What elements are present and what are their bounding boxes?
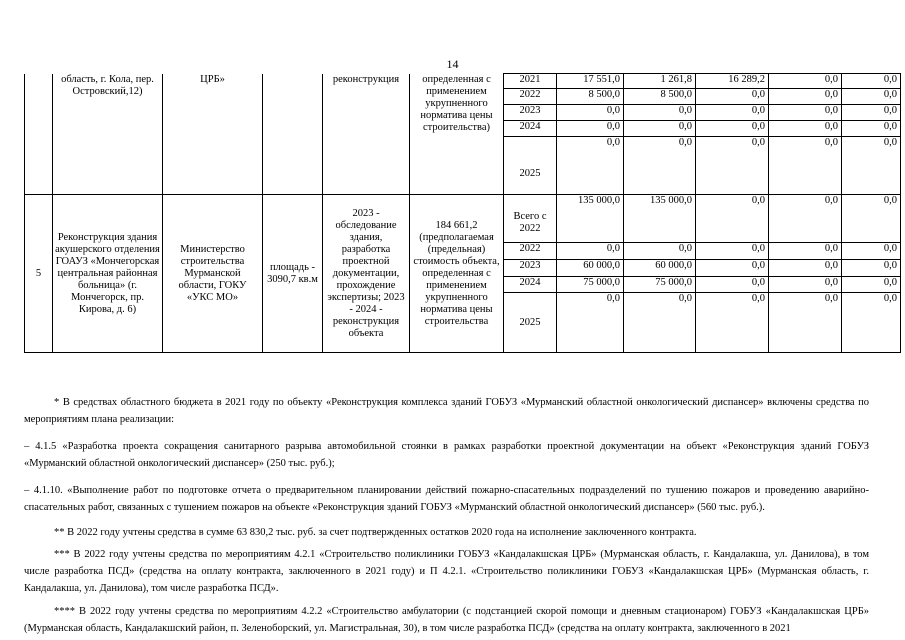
funding-table <box>24 73 901 353</box>
row-number: 5 <box>25 195 53 353</box>
value-cell: 8 500,0 <box>624 89 696 105</box>
value-cell: 0,0 <box>769 293 842 353</box>
year-cell: 2025 <box>504 293 557 353</box>
value-cell: 75 000,0 <box>624 277 696 293</box>
customer-cell: Министерство строительства Мурманской области, ГОКУ «УКС МО» <box>163 195 263 353</box>
value-cell: 0,0 <box>557 293 624 353</box>
value-cell: 0,0 <box>842 243 901 260</box>
value-cell: 0,0 <box>696 89 769 105</box>
value-cell: 0,0 <box>842 260 901 277</box>
value-cell: 0,0 <box>624 121 696 137</box>
value-cell: 0,0 <box>842 74 901 89</box>
value-cell: 0,0 <box>696 277 769 293</box>
cost-cell: 184 661,2 (предполагаемая (предельная) стоимость объекта, определенная с применением укрупненного норматива цены строительства <box>410 195 504 353</box>
value-cell: 8 500,0 <box>557 89 624 105</box>
value-cell: 0,0 <box>696 105 769 121</box>
year-cell: Всего с 2022 <box>504 195 557 243</box>
year-cell: 2024 <box>504 121 557 137</box>
footnote-4: **** В 2022 году учтены средства по мероприятиям 4.2.2 «Строительство амбулатории (с подстанцией скорой помощи и дневным стационаром) ГОБУЗ «Кандалакшская ЦРБ» (Мурманская область, Кандалакшский район, п. Зеленоборский, ул. Магистральная, 30), в том числе разработка ПСД» (средства на оплату контракта, заключенного в 2021 <box>24 606 869 634</box>
value-cell: 0,0 <box>769 74 842 89</box>
value-cell: 135 000,0 <box>557 195 624 243</box>
value-cell: 0,0 <box>842 195 901 243</box>
footnote-item-4-1-5: – 4.1.5 «Разработка проекта сокращения санитарного разрыва автомобильной стоянки в рамках разработки проектной документации на объект «Реконструкция зданий ГОБУЗ «Мурманский областной онкологический диспансер» (250 тыс. руб.); <box>24 441 869 469</box>
value-cell: 0,0 <box>769 243 842 260</box>
year-cell: 2023 <box>504 105 557 121</box>
value-cell: 0,0 <box>624 105 696 121</box>
value-cell: 0,0 <box>557 243 624 260</box>
cost-cell: определенная с применением укрупненного норматива цены строительства) <box>410 74 504 195</box>
year-cell: 2021 <box>504 74 557 89</box>
value-cell: 0,0 <box>842 293 901 353</box>
value-cell: 0,0 <box>842 105 901 121</box>
value-cell: 0,0 <box>696 137 769 195</box>
value-cell: 0,0 <box>842 277 901 293</box>
value-cell: 0,0 <box>769 260 842 277</box>
value-cell: 0,0 <box>696 260 769 277</box>
value-cell: 0,0 <box>842 121 901 137</box>
value-cell: 0,0 <box>557 105 624 121</box>
footnote-2: ** В 2022 году учтены средства в сумме 63 830,2 тыс. руб. за счет подтвержденных остатков 2020 года на исполнение заключенного контракта. <box>54 527 697 538</box>
value-cell: 75 000,0 <box>557 277 624 293</box>
value-cell: 0,0 <box>624 243 696 260</box>
value-cell: 0,0 <box>557 137 624 195</box>
value-cell: 16 289,2 <box>696 74 769 89</box>
value-cell: 0,0 <box>769 277 842 293</box>
object-name: Реконструкция здания акушерского отделения ГОАУЗ «Мончегорская центральная районная больница» (г. Мончегорск, пр. Кирова, д. 6) <box>53 195 163 353</box>
page-number: 14 <box>446 57 459 71</box>
value-cell: 0,0 <box>769 89 842 105</box>
table-row <box>25 195 901 243</box>
value-cell: 0,0 <box>624 137 696 195</box>
capacity-cell: площадь - 3090,7 кв.м <box>263 195 323 353</box>
value-cell: 17 551,0 <box>557 74 624 89</box>
customer-cell: ЦРБ» <box>163 74 263 195</box>
year-cell: 2022 <box>504 243 557 260</box>
address-cell: область, г. Кола, пер. Островский,12) <box>53 74 163 195</box>
year-cell: 2023 <box>504 260 557 277</box>
value-cell: 0,0 <box>769 121 842 137</box>
value-cell: 0,0 <box>557 121 624 137</box>
value-cell: 0,0 <box>696 293 769 353</box>
value-cell: 0,0 <box>769 137 842 195</box>
value-cell: 0,0 <box>842 89 901 105</box>
value-cell: 1 261,8 <box>624 74 696 89</box>
work-cell: реконструкция <box>323 74 410 195</box>
value-cell: 0,0 <box>696 195 769 243</box>
year-cell: 2025 <box>504 137 557 195</box>
value-cell: 0,0 <box>696 121 769 137</box>
work-cell: 2023 - обследование здания, разработка проектной документации, прохождение экспертизы; 2023 - 2024 - реконструкция объекта <box>323 195 410 353</box>
value-cell: 135 000,0 <box>624 195 696 243</box>
table-row <box>25 74 901 89</box>
year-cell: 2024 <box>504 277 557 293</box>
value-cell: 0,0 <box>842 137 901 195</box>
footnote-item-4-1-10: – 4.1.10. «Выполнение работ по подготовке отчета о предварительном планировании действий пожарно-спасательных подразделений по тушению пожаров и проведению аварийно-спасательных работ, связанных с тушением пожаров на объекте «Реконструкция зданий ГОБУЗ «Мурманский областной онкологический диспансер» (560 тыс. руб.). <box>24 485 869 513</box>
footnote-1: * В средствах областного бюджета в 2021 году по объекту «Реконструкция комплекса зданий ГОБУЗ «Мурманский областной онкологический диспансер» включены средства по мероприятиям плана реализации: <box>24 397 869 425</box>
value-cell: 60 000,0 <box>624 260 696 277</box>
value-cell: 0,0 <box>769 105 842 121</box>
value-cell: 0,0 <box>769 195 842 243</box>
footnote-3: *** В 2022 году учтены средства по мероприятиям 4.2.1 «Строительство поликлиники ГОБУЗ «Кандалакшская ЦРБ» (Мурманская область, г. Кандалакша, ул. Данилова), в том числе разработка ПСД» (средства на оплату контракта, заключенного в 2021 году) и П 4.2.1. «Строительство поликлиники ГОБУЗ «Кандалакшская ЦРБ» (Мурманская область, г. Кандалакша, ул. Данилова), том числе разработка ПСД». <box>24 549 869 594</box>
value-cell: 0,0 <box>696 243 769 260</box>
year-cell: 2022 <box>504 89 557 105</box>
value-cell: 0,0 <box>624 293 696 353</box>
value-cell: 60 000,0 <box>557 260 624 277</box>
